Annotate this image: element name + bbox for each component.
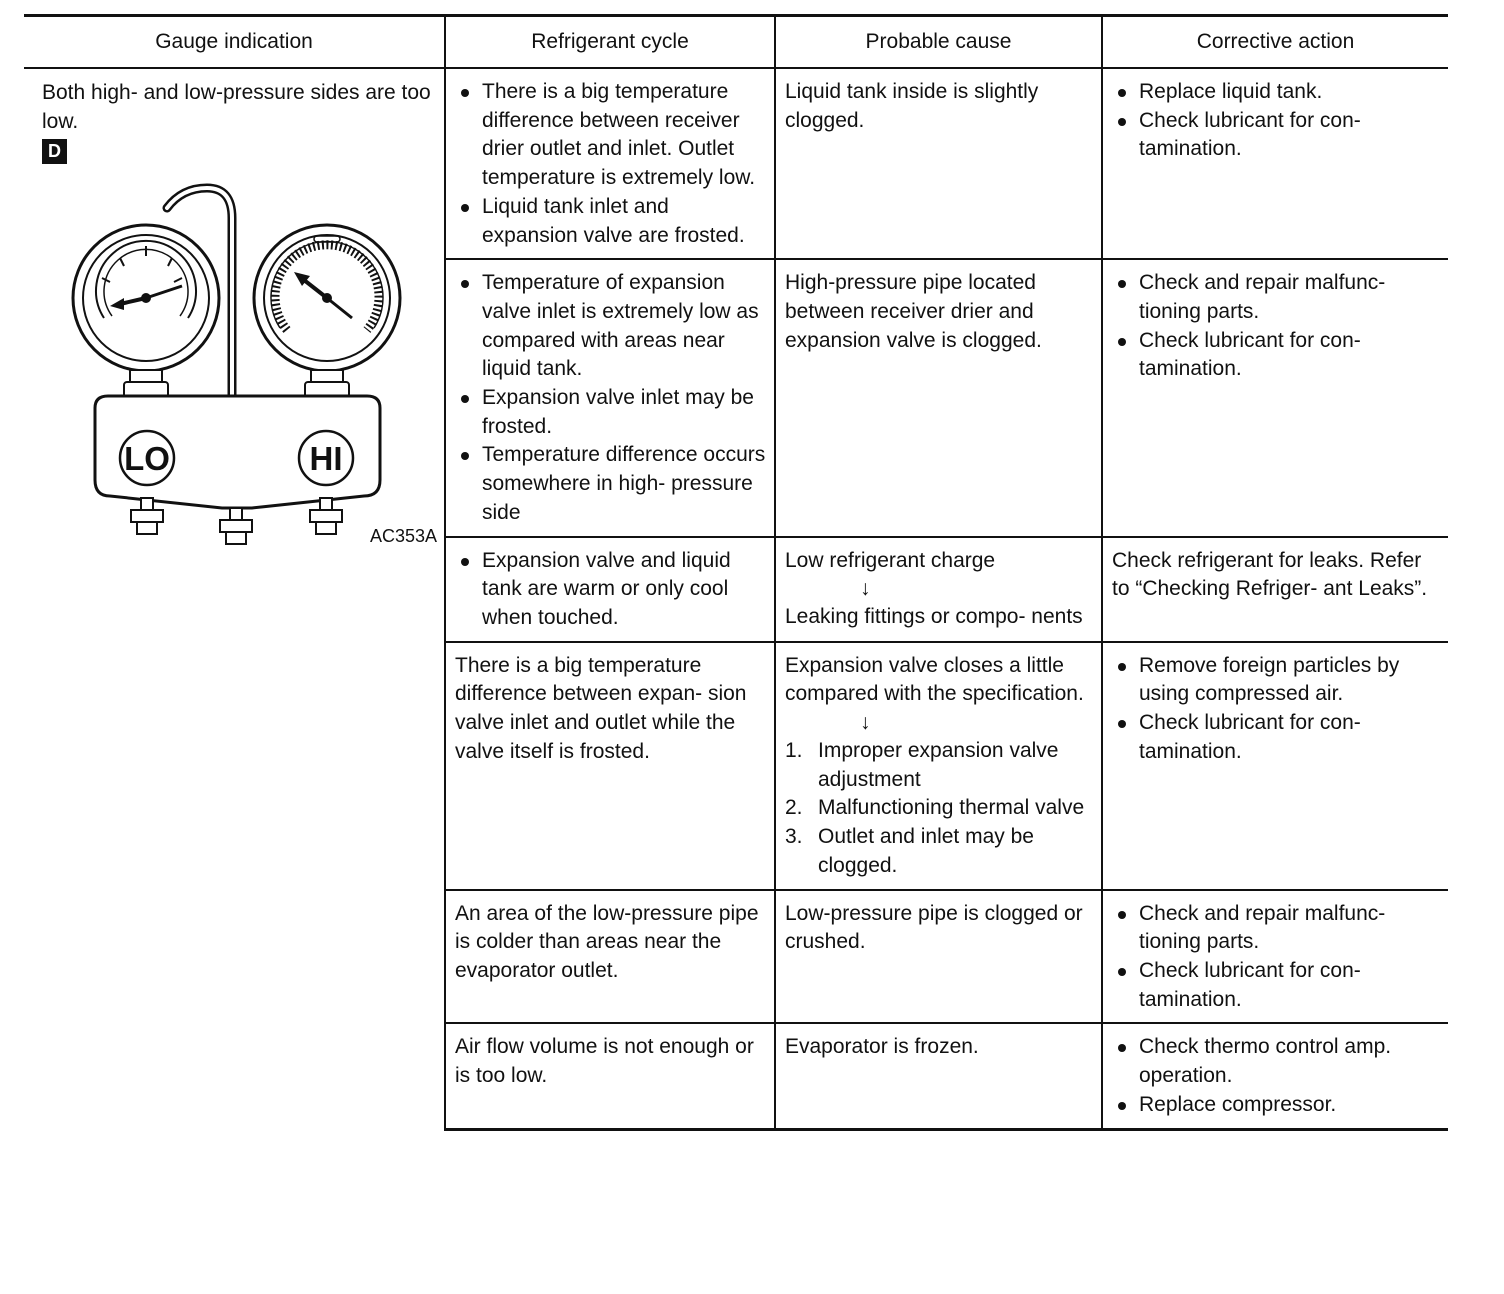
probable-cause-cell: [775, 537, 1102, 642]
gauge-indication-text: Both high- and low-pressure sides are too low.: [42, 81, 431, 133]
corrective-action-cell: [1102, 1023, 1448, 1129]
item-text: Malfunctioning thermal valve: [818, 796, 1085, 820]
cause-text: Low refrigerant charge: [785, 548, 996, 572]
probable-cause-cell: [775, 890, 1102, 1024]
diagnosis-badge: D: [42, 139, 67, 164]
action-bullet-list: [1112, 1033, 1442, 1119]
cycle-bullet-list: [455, 269, 768, 527]
cycle-text: Air flow volume is not enough or is too low.: [455, 1035, 754, 1088]
corrective-action-cell: [1102, 890, 1448, 1024]
cause-text: Liquid tank inside is slightly clogged.: [785, 80, 1039, 132]
item-number: 3.: [785, 825, 803, 849]
table-row: [24, 68, 1448, 259]
list-item: Liquid tank inlet and expansion valve are frosted.: [455, 193, 768, 250]
lo-label: LO: [124, 440, 170, 478]
list-item: Check lubricant for con- tamination.: [1112, 107, 1442, 164]
gauge-indication-cell: [24, 68, 445, 1129]
refrigerant-cycle-cell: [445, 1023, 775, 1129]
probable-cause-cell: [775, 259, 1102, 536]
cause-numbered-list: [785, 737, 1095, 881]
corrective-action-cell: [1102, 259, 1448, 536]
table-header-row: [24, 16, 1448, 69]
cycle-bullet-list: [455, 547, 768, 633]
list-item: Temperature of expansion valve inlet is extremely low as compared with areas near liquid tank.: [455, 269, 768, 384]
list-item: Check and repair malfunc- tioning parts.: [1112, 269, 1442, 326]
list-item: Replace compressor.: [1112, 1091, 1442, 1120]
item-number: 2.: [785, 796, 803, 820]
refrigerant-cycle-cell: [445, 537, 775, 642]
list-item: Expansion valve inlet may be frosted.: [455, 384, 768, 441]
refrigerant-cycle-cell: [445, 890, 775, 1024]
cause-text: Evaporator is frozen.: [785, 1035, 979, 1059]
header-refrigerant-cycle: Refrigerant cycle: [445, 16, 775, 69]
refrigerant-cycle-cell: [445, 68, 775, 259]
corrective-action-cell: [1102, 642, 1448, 890]
cycle-text: An area of the low-pressure pipe is colder than areas near the evaporator outlet.: [455, 901, 759, 982]
action-bullet-list: [1112, 900, 1442, 1015]
refrigerant-cycle-cell: [445, 259, 775, 536]
header-gauge-indication: Gauge indication: [24, 16, 445, 69]
action-bullet-list: [1112, 269, 1442, 384]
list-item: [785, 823, 1095, 880]
probable-cause-cell: [775, 642, 1102, 890]
item-text: Outlet and inlet may be clogged.: [818, 825, 1034, 877]
down-arrow-icon: ↓: [860, 711, 871, 735]
list-item: There is a big temperature difference between receiver drier outlet and inlet. Outlet temperature is extremely low.: [455, 78, 768, 193]
cycle-text: There is a big temperature difference between expan- sion valve inlet and outlet while the valve itself is frosted.: [455, 653, 747, 763]
corrective-action-cell: [1102, 68, 1448, 259]
cause-text: Expansion valve closes a little compared with the specification.: [785, 653, 1084, 706]
troubleshooting-table: [24, 14, 1448, 1131]
item-text: Improper expansion valve adjustment: [818, 739, 1059, 791]
manifold-gauge-icon: [42, 168, 437, 548]
list-item: [785, 737, 1095, 794]
list-item: Check lubricant for con- tamination.: [1112, 709, 1442, 766]
list-item: Check and repair malfunc- tioning parts.: [1112, 900, 1442, 957]
probable-cause-cell: [775, 68, 1102, 259]
list-item: Remove foreign particles by using compressed air.: [1112, 652, 1442, 709]
cause-text: High-pressure pipe located between receiver drier and expansion valve is clogged.: [785, 271, 1042, 352]
item-number: 1.: [785, 739, 803, 763]
corrective-action-cell: [1102, 537, 1448, 642]
list-item: Temperature difference occurs somewhere in high- pressure side: [455, 441, 768, 527]
list-item: [785, 794, 1095, 823]
list-item: Check lubricant for con- tamination.: [1112, 957, 1442, 1014]
action-bullet-list: [1112, 652, 1442, 767]
list-item: Check lubricant for con- tamination.: [1112, 327, 1442, 384]
hi-label: HI: [309, 440, 343, 478]
cycle-bullet-list: [455, 78, 768, 250]
cause-result-text: Leaking fittings or compo- nents: [785, 605, 1083, 629]
list-item: Expansion valve and liquid tank are warm or only cool when touched.: [455, 547, 768, 633]
manifold-gauge-figure: [42, 168, 437, 548]
list-item: Check thermo control amp. operation.: [1112, 1033, 1442, 1090]
refrigerant-cycle-cell: [445, 642, 775, 890]
down-arrow-icon: ↓: [860, 577, 871, 601]
figure-code: AC353A: [369, 526, 437, 547]
action-bullet-list: [1112, 78, 1442, 164]
troubleshooting-document: [24, 14, 1448, 1131]
header-corrective-action: Corrective action: [1102, 16, 1448, 69]
list-item: Replace liquid tank.: [1112, 78, 1442, 107]
header-probable-cause: Probable cause: [775, 16, 1102, 69]
cause-text: Low-pressure pipe is clogged or crushed.: [785, 901, 1083, 954]
probable-cause-cell: [775, 1023, 1102, 1129]
action-text: Check refrigerant for leaks. Refer to “Checking Refriger- ant Leaks”.: [1112, 548, 1428, 601]
